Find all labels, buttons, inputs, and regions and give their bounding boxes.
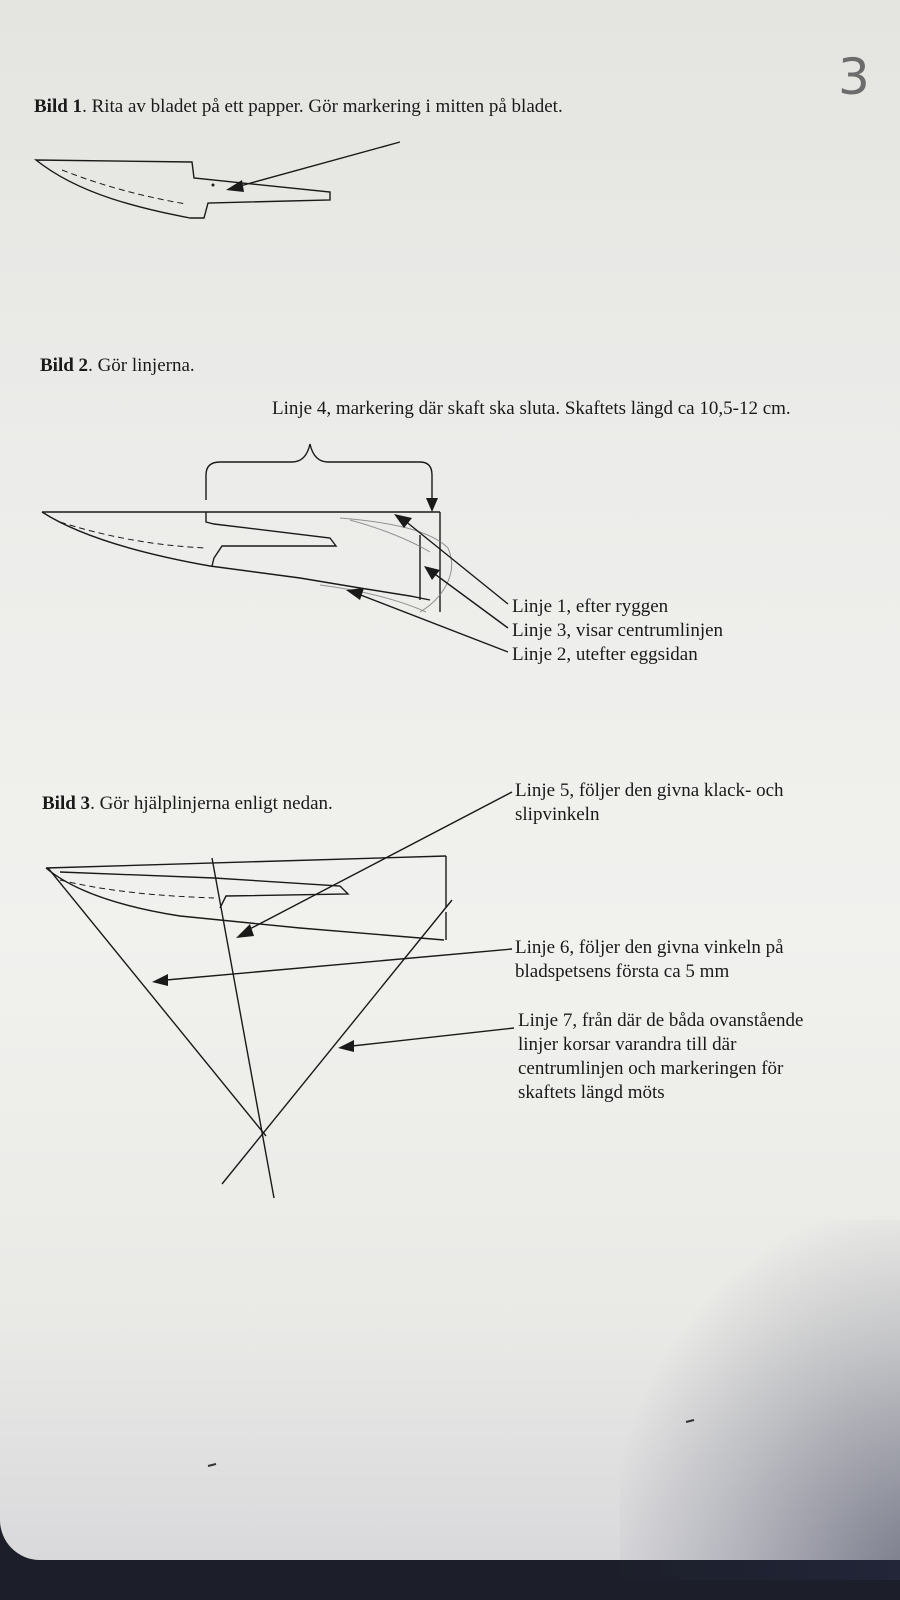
bild3-text: . Gör hjälplinjerna enligt nedan. xyxy=(90,793,333,814)
linje3-label: Linje 3, visar centrumlinjen xyxy=(512,620,724,641)
bild3-knife-drawing xyxy=(46,792,514,1198)
linje7-label-line4: skaftets längd möts xyxy=(518,1082,665,1103)
linje6-label-line1: Linje 6, följer den givna vinkeln på xyxy=(515,937,784,958)
linje7-label-line2: linjer korsar varandra till där xyxy=(518,1034,737,1055)
linje6-label-line2: bladspetsens första ca 5 mm xyxy=(515,961,730,982)
linje5-label-line1: Linje 5, följer den givna klack- och xyxy=(515,780,784,801)
stray-mark xyxy=(686,1420,694,1422)
bild2-label: Bild 2 xyxy=(40,355,89,376)
bild2-knife-drawing xyxy=(42,444,508,652)
linje1-label: Linje 1, efter ryggen xyxy=(512,596,669,617)
stray-mark xyxy=(208,1464,216,1466)
bild1-knife-drawing xyxy=(36,142,400,218)
linje5-label-line2: slipvinkeln xyxy=(515,804,600,825)
bild1-label: Bild 1 xyxy=(34,96,83,117)
bild2-text: . Gör linjerna. xyxy=(88,355,195,376)
bild3-label: Bild 3 xyxy=(42,793,91,814)
bild1-text: . Rita av bladet på ett papper. Gör markering i mitten på bladet. xyxy=(82,96,563,117)
linje7-label-line1: Linje 7, från där de båda ovanstående xyxy=(518,1010,804,1031)
linje2-label: Linje 2, utefter eggsidan xyxy=(512,644,698,665)
linje7-label-line3: centrumlinjen och markeringen för xyxy=(518,1058,784,1079)
page-number: 3 xyxy=(838,48,870,106)
linje4-label: Linje 4, markering där skaft ska sluta. Skaftets längd ca 10,5-12 cm. xyxy=(272,398,791,419)
